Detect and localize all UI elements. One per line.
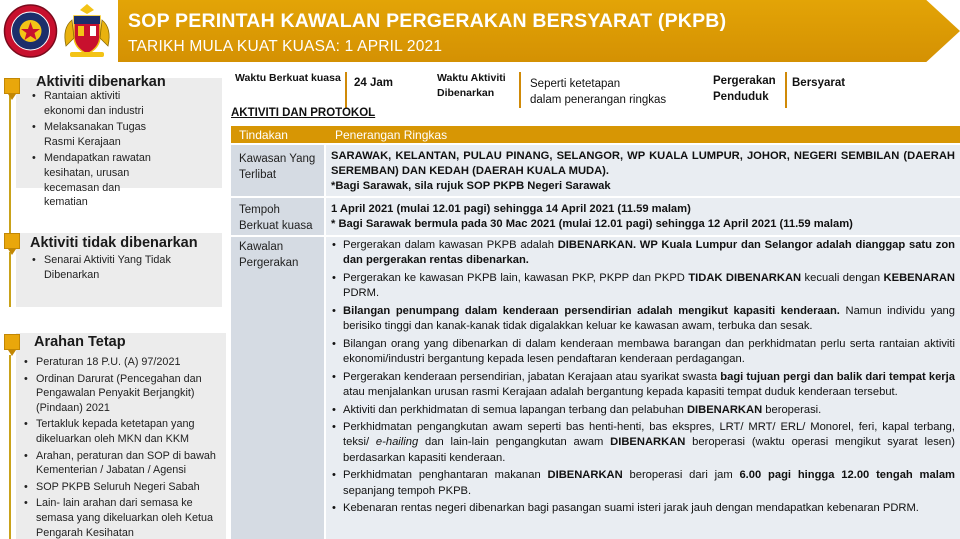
list-item: • Arahan, peraturan dan SOP di bawah Kementerian / Jabatan / Agensi xyxy=(22,449,224,478)
row-label-cell xyxy=(231,198,324,235)
list-item: • Ordinan Darurat (Pencegahan dan Pengawalan Penyakit Berjangkit) (Pindaan) 2021 xyxy=(22,372,224,416)
list-item: • Pergerakan dalam kawasan PKPB adalah DIBENARKAN. WP Kuala Lumpur dan Selangor adalah dianggap satu zon dan pergerakan rentas dibenarkan. xyxy=(327,238,955,268)
list-item: • Perkhidmatan pengangkutan awam seperti bas henti-henti, bas ekspres, LRT/ MRT/ ERL/ Monorel, feri, kapal terbang, teksi/ e-hailing dan lain-lain pengangkutan awam DIBENARKAN beroperasi (waktu operasi mengikut syarat lesen) berdasarkan kapasiti kenderaan. xyxy=(327,420,955,466)
list-item: • Perkhidmatan penghantaran makanan DIBENARKAN beroperasi dari jam 6.00 pagi hingga 12.00 tengah malam sepanjang tempoh PKPB. xyxy=(327,468,955,498)
table-header xyxy=(231,126,960,145)
section-title: AKTIVITI DAN PROTOKOL xyxy=(231,107,376,119)
movement-label xyxy=(713,73,776,105)
section-marker-icon xyxy=(4,334,20,350)
header xyxy=(0,0,960,64)
column-header-description: Penerangan Ringkas xyxy=(335,128,448,142)
sarawak-period-text: * Bagi Sarawak bermula pada 30 Mac 2021 (mulai 12.01 pagi) sehingga 12 April 2021 (11.59 malam) xyxy=(331,218,853,230)
list-item: • Peraturan 18 P.U. (A) 97/2021 xyxy=(22,355,224,370)
list-item: • Lain- lain arahan dari semasa ke semasa yang dikeluarkan oleh Ketua Pengarah Kesihatan xyxy=(22,496,224,539)
row-description xyxy=(331,149,955,194)
enforcement-time-label: Waktu Berkuat kuasa xyxy=(235,72,341,84)
activity-time-value-line: Seperti ketetapan xyxy=(530,78,621,90)
page-subtitle: TARIKH MULA KUAT KUASA: 1 APRIL 2021 xyxy=(128,38,443,55)
timeline-line xyxy=(9,355,11,539)
allowed-activities-heading: Aktiviti dibenarkan xyxy=(36,74,166,90)
movement-control-list xyxy=(327,238,955,519)
section-marker-icon xyxy=(4,233,20,249)
table-row xyxy=(231,145,960,198)
timeline-line xyxy=(9,82,11,236)
activity-time-label xyxy=(437,71,506,101)
list-item: • Tertakluk kepada ketetapan yang dikeluarkan oleh MKN dan KKM xyxy=(22,417,224,446)
divider xyxy=(519,72,521,108)
list-item: • Mendapatkan rawatan kesihatan, urusan kecemasan dan kematian xyxy=(30,151,162,209)
prohibited-activities-heading: Aktiviti tidak dibenarkan xyxy=(30,235,198,251)
movement-label-line: Penduduk xyxy=(713,91,769,103)
list-item: • Bilangan penumpang dalam kenderaan persendirian adalah mengikut kapasiti kenderaan. Namun individu yang berisiko tinggi dan kanak-kanak tidak digalakkan keluar ke kawasan awam, terbuka dan sesak. xyxy=(327,304,955,334)
list-item: • Bilangan orang yang dibenarkan di dalam kenderaan membawa barangan dan perkhidmatan perlu serta rantaian aktiviti ekonomi/industri bergantung kepada lesen pendaftaran kenderaan perdagangan. xyxy=(327,337,955,367)
mkn-logo-icon xyxy=(3,2,58,60)
activity-time-value xyxy=(530,76,666,108)
page-title: SOP PERINTAH KAWALAN PERGERAKAN BERSYARAT (PKPB) xyxy=(128,10,727,32)
table-row xyxy=(231,237,960,539)
sarawak-note-text: *Bagi Sarawak, sila rujuk SOP PKPB Negeri Sarawak xyxy=(331,180,611,192)
period-text: 1 April 2021 (mulai 12.01 pagi) sehingga 14 April 2021 (11.59 malam) xyxy=(331,203,691,215)
activity-time-label-line: Dibenarkan xyxy=(437,87,495,99)
standing-orders-list xyxy=(22,355,224,539)
list-item: • Aktiviti dan perkhidmatan di semua lapangan terbang dan pelabuhan DIBENARKAN beroperasi. xyxy=(327,403,955,418)
activity-time-value-line: dalam penerangan ringkas xyxy=(530,94,667,106)
standing-orders-heading: Arahan Tetap xyxy=(34,334,126,350)
allowed-activities-list xyxy=(30,89,162,212)
timeline-line xyxy=(9,252,11,307)
movement-value: Bersyarat xyxy=(792,77,846,89)
prohibited-activities-list xyxy=(30,253,190,284)
row-label: Kawalan Pergerakan xyxy=(239,241,299,269)
column-header-action: Tindakan xyxy=(239,128,288,142)
row-description xyxy=(331,202,955,232)
row-label-cell xyxy=(231,237,324,539)
list-item: • Rantaian aktiviti ekonomi dan industri xyxy=(30,89,162,118)
row-label: Kawasan Yang Terlibat xyxy=(239,153,316,181)
list-item: • Pergerakan kenderaan persendirian, jabatan Kerajaan atau syarikat swasta bagi tujuan pergi dan balik dari tempat kerja atau menjalankan urusan rasmi Kerajaan adalah bergantung kepada kapasiti tempat duduk kenderaan tersebut. xyxy=(327,370,955,400)
row-label: Tempoh Berkuat kuasa xyxy=(239,204,313,232)
table-row xyxy=(231,198,960,237)
coat-of-arms-icon xyxy=(58,2,116,60)
movement-label-line: Pergerakan xyxy=(713,75,776,87)
list-item: • Senarai Aktiviti Yang Tidak Dibenarkan xyxy=(30,253,190,282)
row-label-cell xyxy=(231,145,324,196)
affected-areas-text: SARAWAK, KELANTAN, PULAU PINANG, SELANGOR, WP KUALA LUMPUR, JOHOR, NEGERI SEMBILAN (DAERAH SEREMBAN) DAN KEDAH (DAERAH KUALA MUDA). xyxy=(331,150,955,177)
section-marker-icon xyxy=(4,78,20,94)
activity-time-label-line: Waktu Aktiviti xyxy=(437,72,506,84)
activities-table xyxy=(231,126,960,539)
list-item: • SOP PKPB Seluruh Negeri Sabah xyxy=(22,480,224,495)
list-item: • Melaksanakan Tugas Rasmi Kerajaan xyxy=(30,120,162,149)
enforcement-time-value: 24 Jam xyxy=(354,77,394,89)
divider xyxy=(345,72,347,108)
list-item: • Pergerakan ke kawasan PKPB lain, kawasan PKP, PKPP dan PKPD TIDAK DIBENARKAN kecuali dengan KEBENARAN PDRM. xyxy=(327,271,955,301)
list-item: • Kebenaran rentas negeri dibenarkan bagi pasangan suami isteri jarak jauh dengan mendapatkan kebenaran PDRM. xyxy=(327,501,955,516)
divider xyxy=(785,72,787,108)
